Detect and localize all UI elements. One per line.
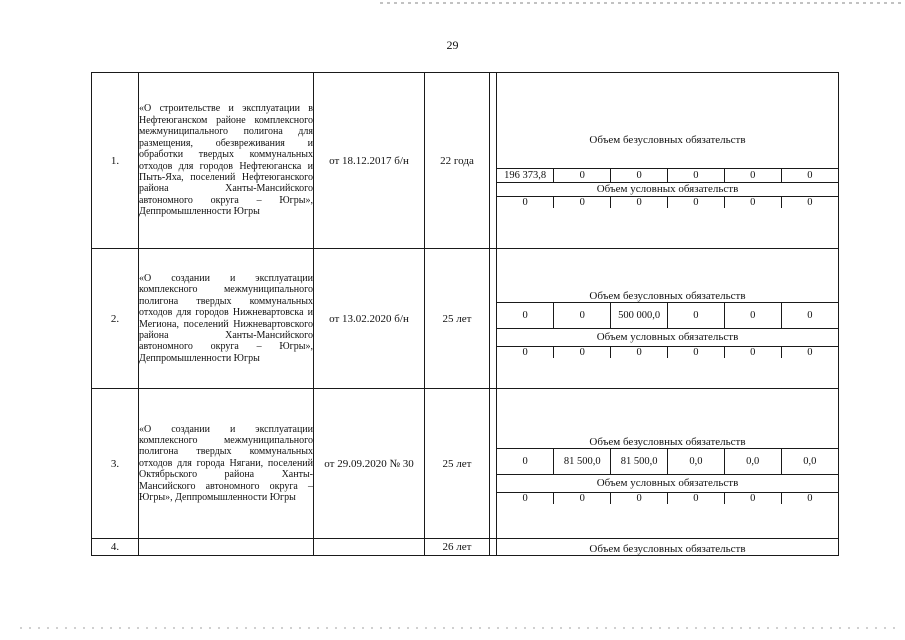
unconditional-value: 0 [667, 168, 724, 182]
conditional-value: 0 [497, 196, 554, 208]
unconditional-header: Объем безусловных обязательств [497, 539, 839, 556]
unconditional-value: 500 000,0 [611, 303, 668, 329]
obligations-grid [497, 113, 838, 208]
obligations-cell [497, 249, 839, 389]
unconditional-value: 0,0 [724, 449, 781, 475]
conditional-value: 0 [781, 196, 838, 208]
conditional-value: 0 [724, 196, 781, 208]
unconditional-value: 0,0 [667, 449, 724, 475]
unconditional-header: Объем безусловных обязательств [589, 290, 746, 303]
conditional-header: Объем условных обязательств [497, 475, 838, 493]
agreement-date: от 29.09.2020 № 30 [314, 389, 425, 539]
obligations-table [91, 72, 839, 556]
agreement-term: 25 лет [425, 249, 490, 389]
agreement-description: «О создании и эксплуатации комплексного межмуниципального полигона твердых коммунальных отходов для городов Нижневартовска и Мегиона, поселений Нижневартовского района Ханты-Мансийского автономного округа – Югры», Деппромышленности Югры [139, 249, 314, 389]
unconditional-header: Объем безусловных обязательств [589, 134, 746, 146]
table-row [92, 539, 839, 556]
conditional-header: Объем условных обязательств [497, 329, 838, 347]
conditional-value: 0 [724, 493, 781, 505]
agreement-term: 25 лет [425, 389, 490, 539]
agreement-term: 26 лет [425, 539, 490, 556]
row-number: 1. [92, 73, 139, 249]
obligations-grid [497, 423, 838, 505]
obligations-cell [497, 389, 839, 539]
row-number: 4. [92, 539, 139, 556]
conditional-value: 0 [667, 493, 724, 505]
agreement-description [139, 539, 314, 556]
conditional-header: Объем условных обязательств [497, 182, 838, 196]
conditional-value: 0 [667, 196, 724, 208]
conditional-value: 0 [497, 347, 554, 359]
unconditional-value: 0,0 [781, 449, 838, 475]
conditional-value: 0 [781, 347, 838, 359]
agreement-description: «О создании и эксплуатации комплексного межмуниципального полигона твердых коммунальных отходов для города Нягани, поселений Октябрьского района Ханты-Мансийского автономного округа – Югры», Деппромышленности Югры [139, 389, 314, 539]
scan-artifact-top [380, 2, 905, 4]
conditional-value: 0 [554, 493, 611, 505]
obligations-cell [497, 73, 839, 249]
unconditional-value: 0 [497, 449, 554, 475]
conditional-value: 0 [611, 493, 668, 505]
unconditional-value: 0 [554, 168, 611, 182]
unconditional-value: 0 [724, 168, 781, 182]
conditional-value: 0 [497, 493, 554, 505]
unconditional-header: Объем безусловных обязательств [589, 436, 746, 449]
unconditional-value: 0 [781, 303, 838, 329]
unconditional-value: 81 500,0 [554, 449, 611, 475]
row-number: 3. [92, 389, 139, 539]
agreement-date: от 13.02.2020 б/н [314, 249, 425, 389]
agreement-date [314, 539, 425, 556]
unconditional-value: 196 373,8 [497, 168, 554, 182]
table-row [92, 73, 839, 249]
unconditional-value: 81 500,0 [611, 449, 668, 475]
page-number: 29 [446, 38, 459, 52]
unconditional-value: 0 [781, 168, 838, 182]
scan-artifact-bottom [20, 627, 900, 629]
agreement-date: от 18.12.2017 б/н [314, 73, 425, 249]
conditional-value: 0 [724, 347, 781, 359]
table-row [92, 249, 839, 389]
unconditional-value: 0 [611, 168, 668, 182]
agreement-term: 22 года [425, 73, 490, 249]
conditional-value: 0 [554, 196, 611, 208]
unconditional-value: 0 [667, 303, 724, 329]
agreement-description: «О строительстве и эксплуатации в Нефтеюганском районе комплексного межмуниципального полигона для размещения, обезвреживания и обработки твердых коммунальных отходов для городов Нефтеюганска и Пыть-Яха, поселений Нефтеюганского района Ханты-Мансийского автономного округа – Югры», Деппромышленности Югры [139, 73, 314, 249]
conditional-value: 0 [554, 347, 611, 359]
unconditional-value: 0 [554, 303, 611, 329]
conditional-value: 0 [611, 347, 668, 359]
conditional-value: 0 [667, 347, 724, 359]
obligations-grid [497, 279, 838, 359]
table-row [92, 389, 839, 539]
unconditional-value: 0 [497, 303, 554, 329]
conditional-value: 0 [611, 196, 668, 208]
unconditional-value: 0 [724, 303, 781, 329]
conditional-value: 0 [781, 493, 838, 505]
row-number: 2. [92, 249, 139, 389]
